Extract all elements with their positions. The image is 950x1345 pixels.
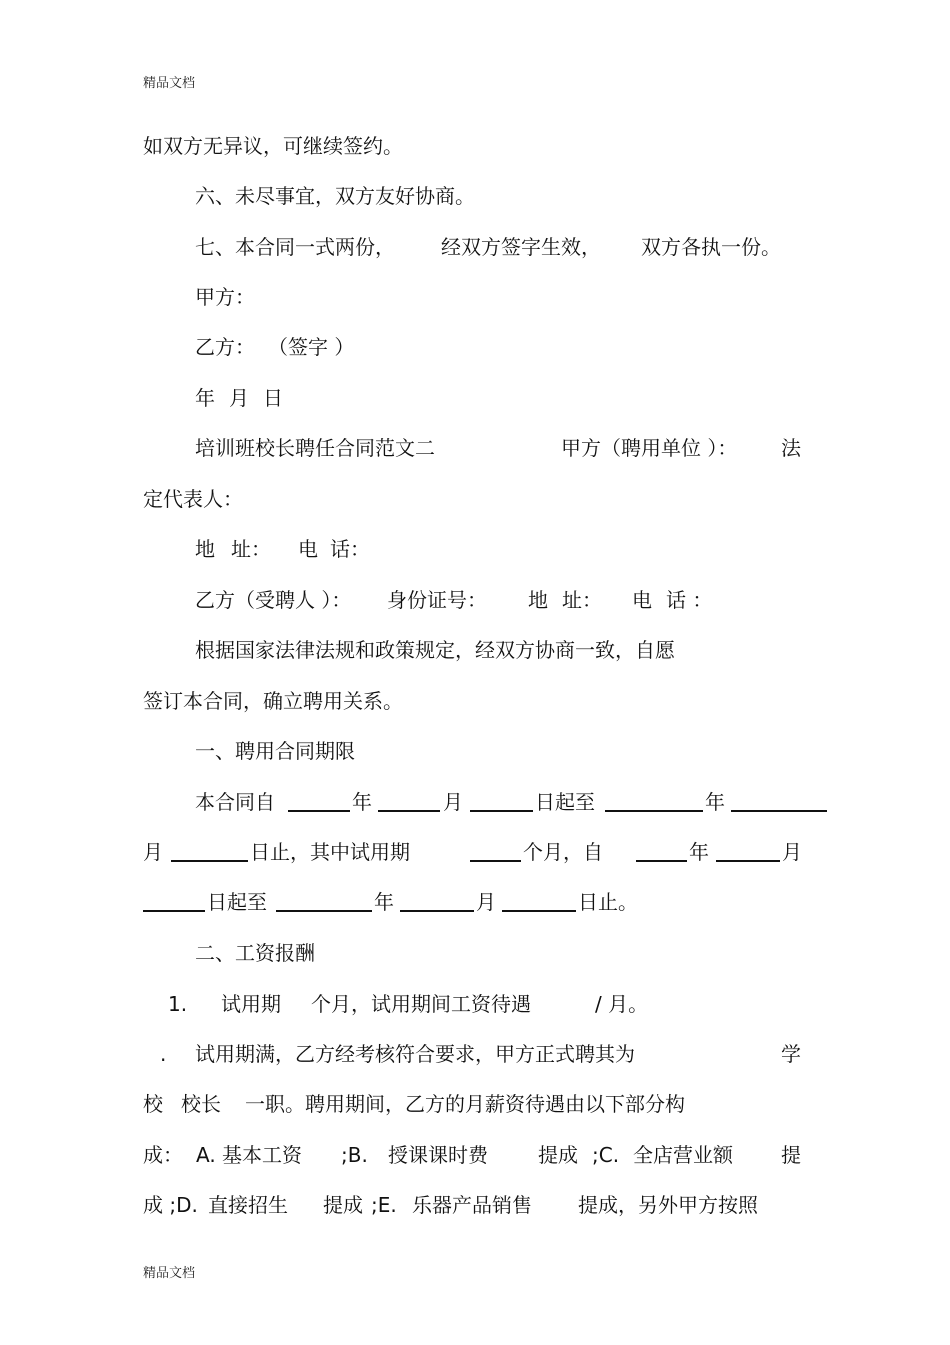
text-segment: 试用期满，乙方经考核符合要求，甲方正式聘其为 xyxy=(195,1042,635,1066)
text-segment: 话 ： xyxy=(666,588,713,612)
text-segment: 提成 xyxy=(538,1143,578,1167)
text-segment: 址： xyxy=(562,588,602,612)
text-segment: 试用期 xyxy=(221,992,281,1016)
text-line: 签订本合同，确立聘用关系。 xyxy=(143,689,403,713)
text-segment: 月 xyxy=(476,890,496,914)
text-segment: 学 xyxy=(781,1042,801,1066)
text-line: 根据国家法律法规和政策规定，经双方协商一致，自愿 xyxy=(195,638,675,662)
text-segment: 个月，试用期间工资待遇 xyxy=(311,992,531,1016)
blank-field xyxy=(605,789,703,812)
text-segment: 培训班校长聘任合同范文二 xyxy=(195,436,435,460)
blank-field xyxy=(470,839,521,862)
text-segment: 日起至 xyxy=(207,890,267,914)
text-segment: 双方各执一份。 xyxy=(641,235,781,259)
text-segment: 本合同自 xyxy=(195,790,275,814)
text-segment: 成： xyxy=(143,1143,183,1167)
text-line: 如双方无异议，可继续签约。 xyxy=(143,134,403,158)
text-segment: ;C. xyxy=(592,1143,620,1167)
text-segment: . xyxy=(160,1042,167,1066)
section-heading: 一、聘用合同期限 xyxy=(195,739,355,763)
text-segment: 提成，另外甲方按照 xyxy=(578,1193,758,1217)
text-segment: 全店营业额 xyxy=(633,1143,733,1167)
party-a-label: 甲方： xyxy=(195,285,255,309)
text-segment: 法 xyxy=(781,436,801,460)
blank-field xyxy=(716,839,780,862)
page-footer: 精品文档 xyxy=(143,1266,196,1281)
blank-field xyxy=(143,889,205,912)
text-segment: 甲方（聘用单位 ）： xyxy=(561,436,738,460)
blank-field xyxy=(400,889,474,912)
text-segment: A. 基本工资 xyxy=(196,1143,303,1167)
text-segment: 年 xyxy=(689,840,709,864)
text-segment: 成 ;D. xyxy=(143,1193,198,1217)
text-segment: 年 xyxy=(374,890,394,914)
text-segment: 月 xyxy=(143,840,163,864)
text-segment: 1. xyxy=(168,992,188,1016)
text-segment: 乙方（受聘人 ）： xyxy=(195,588,352,612)
text-segment: 地 xyxy=(195,537,215,561)
blank-field xyxy=(470,789,533,812)
section-heading: 二、工资报酬 xyxy=(195,941,315,965)
text-segment: 电 xyxy=(632,588,652,612)
text-segment: ;B. xyxy=(341,1143,368,1167)
text-segment: 身份证号： xyxy=(387,588,487,612)
text-segment: 年 xyxy=(705,790,725,814)
text-segment: 一职。聘用期间，乙方的月薪资待遇由以下部分构 xyxy=(245,1092,685,1116)
text-line: 定代表人： xyxy=(143,487,243,511)
text-segment: 月 xyxy=(229,386,249,410)
blank-field xyxy=(288,789,350,812)
blank-field xyxy=(731,789,827,812)
blank-field xyxy=(276,889,372,912)
clause-six: 六、未尽事宜，双方友好协商。 xyxy=(195,184,475,208)
blank-field xyxy=(378,789,440,812)
text-segment: 日起至 xyxy=(535,790,595,814)
text-segment: 月 xyxy=(782,840,802,864)
text-segment: / 月。 xyxy=(595,992,649,1016)
text-segment: 校长 xyxy=(181,1092,221,1116)
blank-field xyxy=(171,839,248,862)
text-segment: 个月，自 xyxy=(523,840,603,864)
text-segment: 年 xyxy=(352,790,372,814)
text-segment: 乐器产品销售 xyxy=(412,1193,532,1217)
text-segment: 七、本合同一式两份， xyxy=(195,235,395,259)
blank-field xyxy=(636,839,687,862)
text-segment: 电 xyxy=(298,537,318,561)
text-segment: 地 xyxy=(528,588,548,612)
text-segment: 乙方： xyxy=(195,335,255,359)
text-segment: 授课课时费 xyxy=(388,1143,488,1167)
text-segment: ;E. xyxy=(371,1193,397,1217)
text-segment: 校 xyxy=(143,1092,163,1116)
text-segment: 址： xyxy=(231,537,271,561)
text-segment: 话： xyxy=(330,537,370,561)
text-segment: 日止，其中试用期 xyxy=(250,840,410,864)
text-segment: 提成 xyxy=(323,1193,363,1217)
text-segment: 经双方签字生效， xyxy=(441,235,601,259)
text-segment: 提 xyxy=(781,1143,801,1167)
page-header: 精品文档 xyxy=(143,76,196,91)
text-segment: 年 xyxy=(195,386,215,410)
text-segment: （签字 ） xyxy=(268,335,355,359)
blank-field xyxy=(502,889,576,912)
text-segment: 月 xyxy=(443,790,463,814)
text-segment: 日 xyxy=(263,386,283,410)
text-segment: 直接招生 xyxy=(208,1193,288,1217)
text-segment: 日止。 xyxy=(578,890,638,914)
